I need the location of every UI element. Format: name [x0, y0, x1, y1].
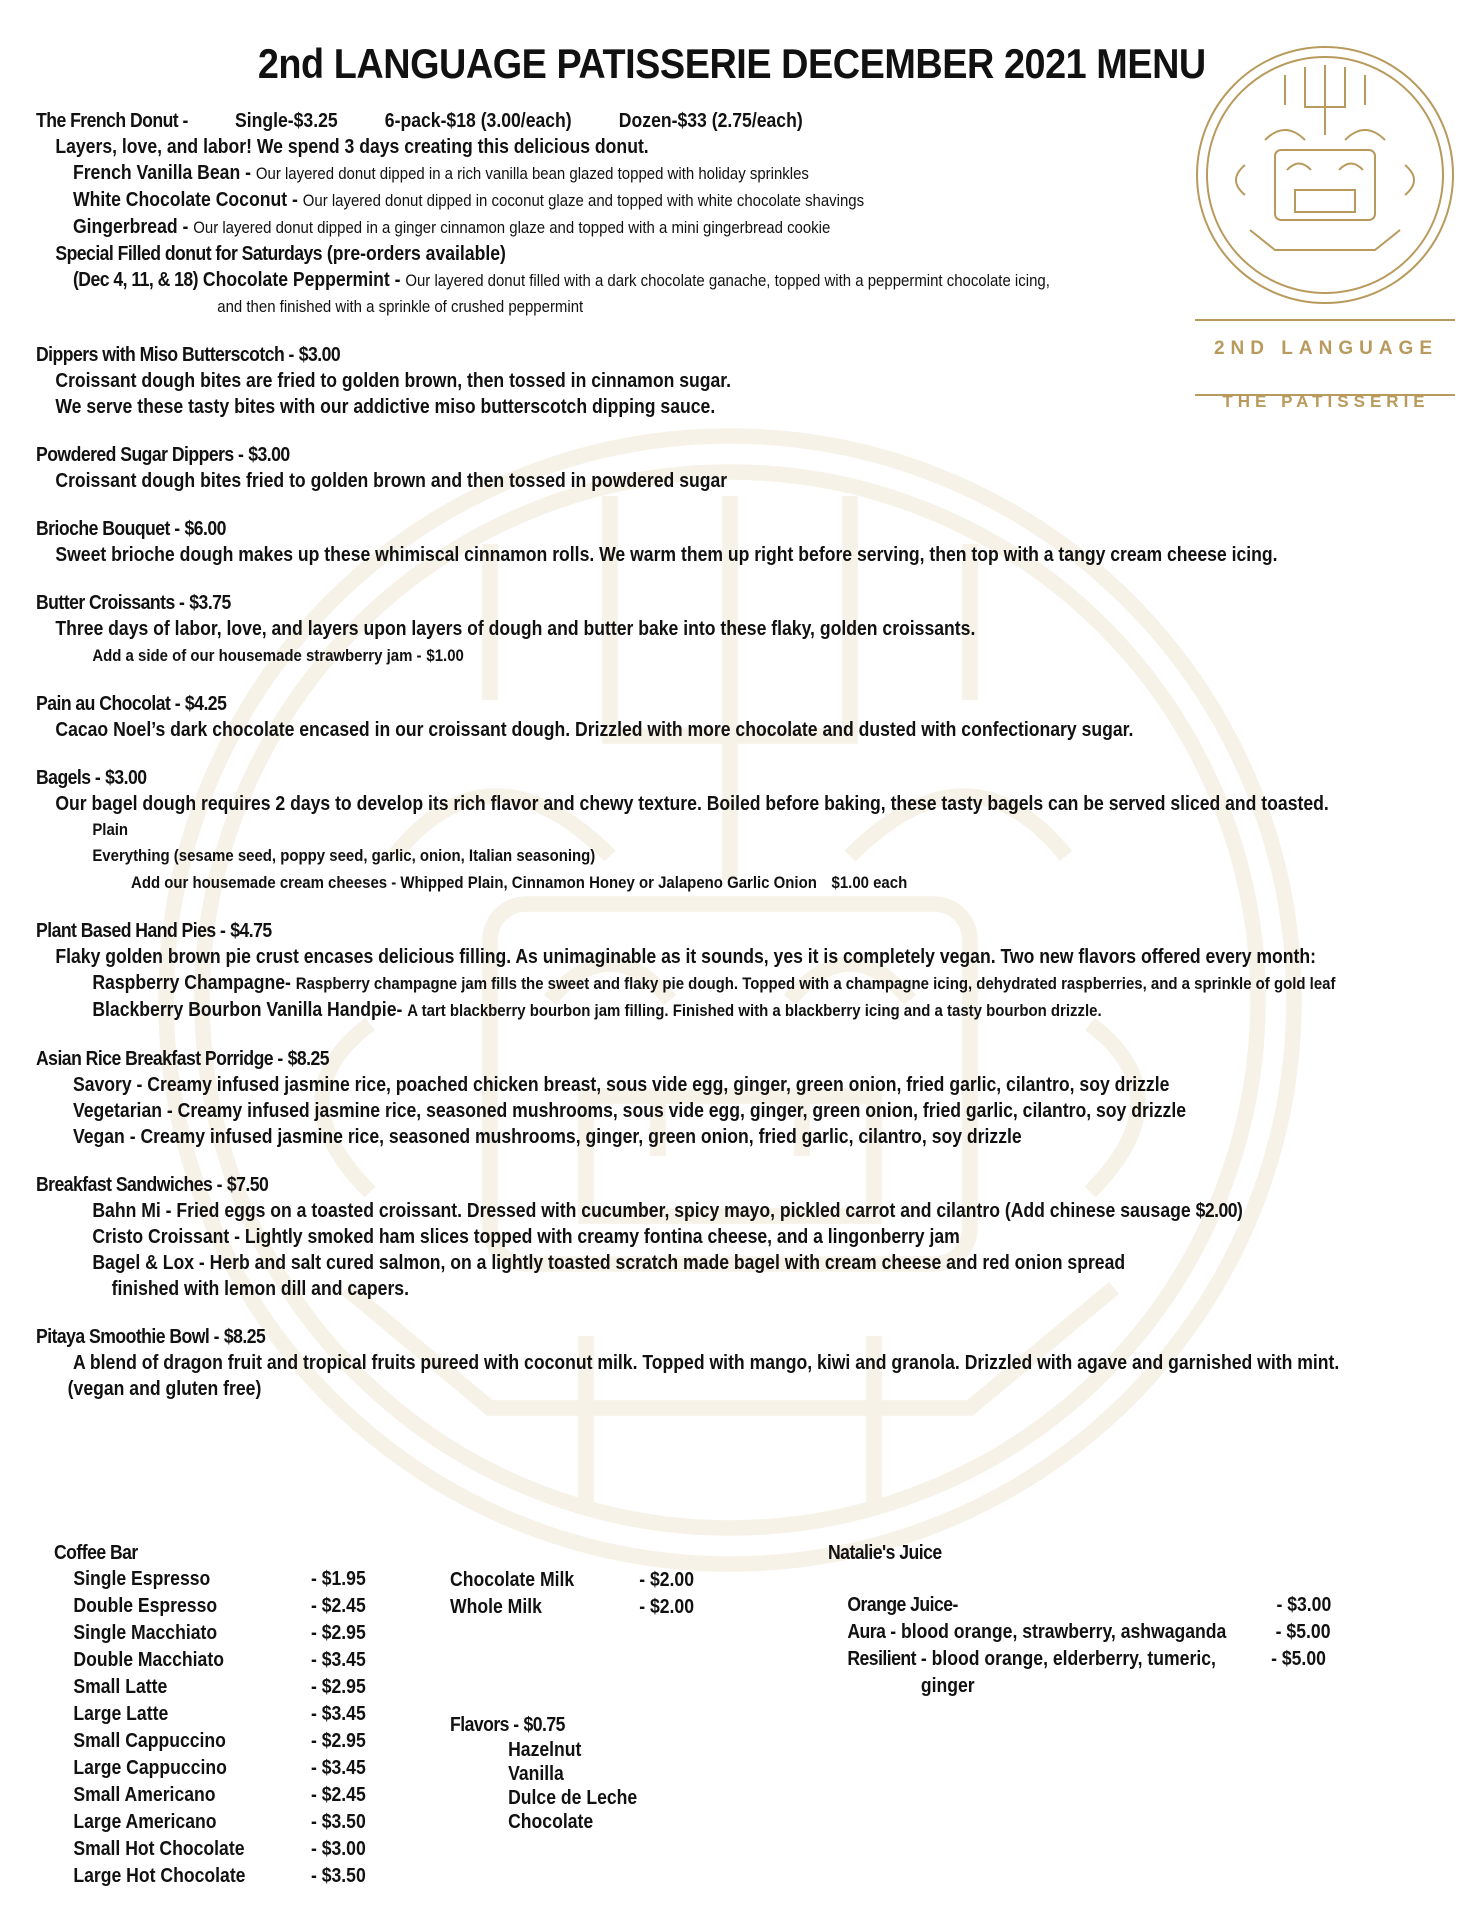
row-price: - $2.00: [639, 1596, 694, 1618]
item-desc: Sweet brioche dough makes up these whimiscal cinnamon rolls. We warm them up right before serving, then top with a tangy cream cheese icing.: [55, 544, 1278, 566]
menu-row: [73, 1809, 372, 1836]
item-price: $8.25: [223, 1326, 266, 1348]
row-price: - $3.45: [310, 1703, 366, 1725]
flavors-header: [450, 1712, 637, 1738]
row-price: - $2.95: [310, 1730, 366, 1752]
flavor-desc: Our layered donut dipped in a rich vanilla bean glazed topped with holiday sprinkles: [255, 164, 809, 183]
menu-row: [73, 1620, 372, 1647]
item-desc: Our bagel dough requires 2 days to develop its rich flavor and chewy texture. Boiled before baking, these tasty bagels can be served sliced and toasted.: [55, 793, 1329, 815]
flavor-item: Chocolate: [508, 1811, 594, 1833]
item-header: [36, 442, 1286, 468]
item-header: [36, 516, 1286, 542]
juice-price: - $3.00: [1276, 1594, 1332, 1616]
row-name: Double Espresso: [73, 1595, 218, 1617]
section-title: Flavors -: [450, 1714, 519, 1736]
flavor-name: French Vanilla Bean -: [72, 162, 251, 184]
price-single: Single-$3.25: [234, 110, 338, 132]
juice-row: [828, 1592, 1331, 1619]
item-name: Butter Croissants -: [36, 592, 185, 614]
juice-name: Aura: [847, 1621, 886, 1643]
menu-row: [73, 1593, 372, 1620]
special-title: Special Filled donut for Saturdays: [55, 243, 323, 265]
row-name: Double Macchiato: [73, 1649, 224, 1671]
flavor-item: Vanilla: [508, 1763, 564, 1785]
bagel-option: Plain: [92, 820, 129, 839]
coffee-list: [54, 1566, 373, 1890]
juice-name: Orange Juice-: [847, 1594, 958, 1616]
menu-row: [73, 1674, 372, 1701]
item-header: [36, 765, 1286, 791]
item-desc: Vegan - Creamy infused jasmine rice, seasoned mushrooms, ginger, green onion, fried garlic, cilantro, soy drizzle: [72, 1126, 1022, 1148]
pie-flavor: [36, 970, 1336, 997]
flavor-desc: Our layered donut dipped in a ginger cinnamon glaze and topped with a mini gingerbread cookie: [193, 218, 831, 237]
item-desc: Savory - Creamy infused jasmine rice, poached chicken breast, sous vide egg, ginger, green onion, fried garlic, cilantro, soy drizzle: [72, 1074, 1170, 1096]
row-price: - $3.45: [310, 1649, 366, 1671]
special-detail: [36, 267, 1286, 294]
row-name: Single Macchiato: [73, 1622, 218, 1644]
item-header: [36, 918, 1286, 944]
item-addon: [36, 642, 1286, 669]
addon-text: Add our housemade cream cheeses - Whipped Plain, Cinnamon Honey or Jalapeno Garlic Onion: [131, 873, 817, 892]
item-name: Breakfast Sandwiches -: [36, 1174, 222, 1196]
row-name: Whole Milk: [450, 1596, 542, 1618]
row-price: - $1.95: [310, 1568, 366, 1590]
section-title: Coffee Bar: [54, 1542, 138, 1564]
flavor-desc: Our layered donut dipped in coconut glaze and topped with white chocolate shavings: [302, 191, 865, 210]
item-desc: [36, 1198, 1286, 1224]
item-desc: Three days of labor, love, and layers upon layers of dough and butter bake into these flaky, golden croissants.: [55, 618, 976, 640]
item-name: Powdered Sugar Dippers -: [36, 444, 244, 466]
juice-desc: - blood orange, elderberry, tumeric, ginger: [920, 1648, 1216, 1697]
item-price: $4.25: [184, 693, 227, 715]
flavor-name: Gingerbread -: [72, 216, 189, 238]
flavor-item: Hazelnut: [508, 1739, 582, 1761]
flavor-name: White Chocolate Coconut -: [72, 189, 298, 211]
sandwich-addon-price: $2.00): [1195, 1200, 1243, 1222]
price-six: 6-pack-$18 (3.00/each): [384, 110, 572, 132]
price-dozen: Dozen-$33 (2.75/each): [618, 110, 803, 132]
item-header: [36, 691, 1286, 717]
logo-line-2: THE PATISSERIE: [1222, 392, 1430, 411]
menu-row: [73, 1782, 372, 1809]
menu-row: [73, 1728, 372, 1755]
juice-desc: [958, 1592, 1277, 1619]
page-title: 2nd LANGUAGE PATISSERIE DECEMBER 2021 MENU: [257, 40, 1206, 87]
row-price: - $2.45: [310, 1595, 366, 1617]
donut-intro: Layers, love, and labor! We spend 3 days creating this delicious donut.: [55, 136, 649, 158]
flavor-desc: Raspberry champagne jam fills the sweet and flaky pie dough. Topped with a champagne icing, dehydrated raspberries, and a sprinkle of gold leaf: [295, 974, 1336, 993]
menu-row: [73, 1836, 372, 1863]
item-header: [36, 1046, 1286, 1072]
juice-section: [828, 1540, 1331, 1700]
item-price: $8.25: [287, 1048, 330, 1070]
coffee-bar: [54, 1540, 373, 1890]
special-line: [36, 241, 1286, 267]
menu-row: [73, 1863, 372, 1890]
row-price: - $2.95: [310, 1622, 366, 1644]
item-desc: Vegetarian - Creamy infused jasmine rice, seasoned mushrooms, sous vide egg, ginger, green onion, fried garlic, cilantro, soy drizzle: [72, 1100, 1187, 1122]
logo-line-1: 2ND LANGUAGE: [1213, 338, 1438, 359]
special-desc-2: and then finished with a sprinkle of crushed peppermint: [217, 297, 584, 316]
pie-flavor: [36, 997, 1286, 1024]
row-price: - $2.00: [639, 1569, 694, 1591]
special-dates: (Dec 4, 11, & 18): [72, 269, 199, 291]
menu-row: [73, 1755, 372, 1782]
item-desc: (vegan and gluten free): [67, 1378, 262, 1400]
row-name: Large Latte: [73, 1703, 169, 1725]
menu-row: [73, 1566, 372, 1593]
item-name: Bagels -: [36, 767, 101, 789]
row-name: Chocolate Milk: [450, 1569, 575, 1591]
donut-header: [36, 108, 1286, 134]
row-name: Large Cappuccino: [73, 1757, 227, 1779]
item-header: [36, 1172, 1286, 1198]
item-price: $3.00: [298, 344, 341, 366]
flavor-line: [36, 160, 1286, 187]
juice-desc: - blood orange, strawberry, ashwaganda: [890, 1621, 1227, 1643]
item-name: The French Donut -: [36, 110, 188, 132]
item-price: $3.75: [189, 592, 231, 614]
row-name: Single Espresso: [73, 1568, 211, 1590]
item-desc: Croissant dough bites are fried to golden brown, then tossed in cinnamon sugar.: [55, 370, 732, 392]
milk-list: [450, 1567, 701, 1621]
bagel-addon: [36, 869, 1286, 896]
flavor-desc: A tart blackberry bourbon jam filling. Finished with a blackberry icing and a tasty bourbon drizzle.: [407, 1001, 1102, 1020]
row-name: Small Americano: [73, 1784, 216, 1806]
addon-text: Add a side of our housemade strawberry jam -: [92, 646, 422, 665]
juice-row: [828, 1619, 1331, 1646]
special-desc: Our layered donut filled with a dark chocolate ganache, topped with a peppermint chocolate icing,: [405, 271, 1050, 290]
item-desc: Bagel & Lox - Herb and salt cured salmon, on a lightly toasted scratch made bagel with cream cheese and red onion spread: [92, 1252, 1126, 1274]
item-name: Plant Based Hand Pies -: [36, 920, 226, 942]
row-name: Small Latte: [73, 1676, 168, 1698]
row-price: - $3.50: [310, 1865, 366, 1887]
row-name: Small Cappuccino: [73, 1730, 226, 1752]
menu-row: [450, 1567, 701, 1594]
juice-price: - $5.00: [1275, 1621, 1331, 1643]
item-desc: Cristo Croissant - Lightly smoked ham slices topped with creamy fontina cheese, and a lingonberry jam: [92, 1226, 960, 1248]
item-header: [36, 342, 1286, 368]
menu-row: [73, 1701, 372, 1728]
flavor-item: Dulce de Leche: [508, 1787, 638, 1809]
sandwich-text: Bahn Mi - Fried eggs on a toasted croissant. Dressed with cucumber, spicy mayo, pickled carrot and cilantro (Add chinese sausage: [92, 1200, 1191, 1222]
item-price: $3.00: [248, 444, 290, 466]
row-name: Large Americano: [73, 1811, 217, 1833]
item-header: [36, 1324, 1286, 1350]
row-price: - $2.95: [310, 1676, 366, 1698]
item-price: $7.50: [226, 1174, 269, 1196]
item-name: Dippers with Miso Butterscotch -: [36, 344, 294, 366]
row-price: - $3.00: [310, 1838, 366, 1860]
flavor-name: Blackberry Bourbon Vanilla Handpie-: [92, 999, 403, 1021]
item-desc: We serve these tasty bites with our addictive miso butterscotch dipping sauce.: [55, 396, 716, 418]
flavor-name: Raspberry Champagne-: [92, 972, 291, 994]
item-name: Asian Rice Breakfast Porridge -: [36, 1048, 283, 1070]
menu-row: [73, 1647, 372, 1674]
row-name: Small Hot Chocolate: [73, 1838, 245, 1860]
juice-name: Resilient: [847, 1648, 916, 1670]
flavors-section: [450, 1712, 637, 1834]
item-price: $3.00: [105, 767, 147, 789]
item-desc: A blend of dragon fruit and tropical fruits pureed with coconut milk. Topped with mango, kiwi and granola. Drizzled with agave and garnished with mint.: [72, 1352, 1340, 1374]
juice-row: [828, 1646, 1331, 1700]
row-price: - $3.50: [310, 1811, 366, 1833]
item-desc: finished with lemon dill and capers.: [111, 1278, 409, 1300]
special-name: Chocolate Peppermint -: [202, 269, 401, 291]
flavors-price: $0.75: [523, 1714, 565, 1736]
juice-price: - $5.00: [1271, 1648, 1326, 1670]
bagel-option: Everything (sesame seed, poppy seed, garlic, onion, Italian seasoning): [92, 846, 596, 865]
item-name: Brioche Bouquet -: [36, 518, 180, 540]
special-note: (pre-orders available): [326, 243, 506, 265]
item-desc: Flaky golden brown pie crust encases delicious filling. As unimaginable as it sounds, yes it is completely vegan. Two new flavors offered every month:: [55, 946, 1317, 968]
row-name: Large Hot Chocolate: [73, 1865, 246, 1887]
row-price: - $3.45: [310, 1757, 366, 1779]
item-desc: Cacao Noel’s dark chocolate encased in our croissant dough. Drizzled with more chocolate and dusted with confectionary sugar.: [55, 719, 1134, 741]
item-name: Pain au Chocolat -: [36, 693, 181, 715]
section-title: Natalie's Juice: [828, 1542, 942, 1564]
item-price: $6.00: [184, 518, 226, 540]
addon-price: $1.00: [426, 646, 464, 665]
item-price: $4.75: [230, 920, 272, 942]
item-header: [36, 590, 1286, 616]
flavor-line: [36, 187, 1286, 214]
item-name: Pitaya Smoothie Bowl -: [36, 1326, 219, 1348]
menu-row: [450, 1594, 701, 1621]
item-desc: Croissant dough bites fried to golden brown and then tossed in powdered sugar: [55, 470, 728, 492]
addon-price: $1.00 each: [831, 873, 908, 892]
row-price: - $2.45: [310, 1784, 366, 1806]
flavor-line: [36, 214, 1286, 241]
